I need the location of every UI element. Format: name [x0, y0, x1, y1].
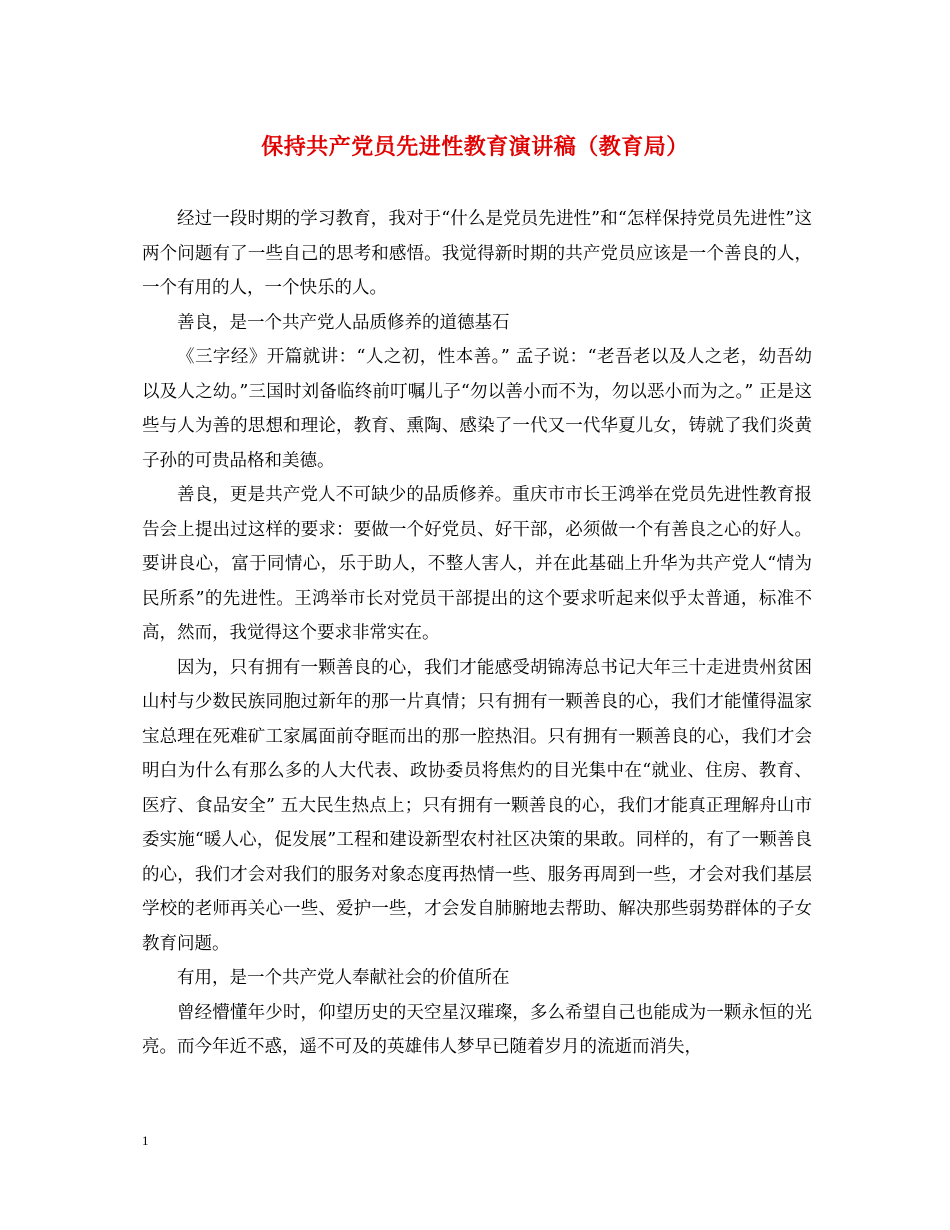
paragraph-three-character-classic: 《三字经》开篇就讲：“人之初，性本善。” 孟子说：“老吾老以及人之老，幼吾幼以及人之幼。”三国时刘备临终前叮嘱儿子“勿以善小而不为，勿以恶小而为之。” 正是这些与人为善的思想和理论，教育、熏陶、感染了一代又一代华夏儿女，铸就了我们炎黄子孙的可贵品格和美德。 [142, 347, 812, 471]
page-number: 1 [142, 1133, 149, 1148]
paragraph-because: 因为，只有拥有一颗善良的心，我们才能感受胡锦涛总书记大年三十走进贵州贫困山村与少数民族同胞过新年的那一片真情；只有拥有一颗善良的心，我们才能懂得温家宝总理在死难矿工家属面前夺眶而出的那一腔热泪。只有拥有一颗善良的心，我们才会明白为什么有那么多的人大代表、政协委员将焦灼的目光集中在“就业、住房、教育、医疗、食品安全” 五大民生热点上；只有拥有一颗善良的心，我们才能真正理解舟山市委实施“暖人心，促发展”工程和建设新型农村社区决策的果敢。同样的，有了一颗善良的心，我们才会对我们的服务对象态度再热情一些、服务再周到一些，才会对我们基层学校的老师再关心一些、爱护一些，才会发自肺腑地去帮助、解决那些弱势群体的子女教育问题。 [142, 657, 812, 954]
paragraph-kindness-quality: 善良，更是共产党人不可缺少的品质修养。重庆市市长王鸿举在党员先进性教育报告会上提出过这样的要求：要做一个好党员、好干部，必须做一个有善良之心的好人。要讲良心，富于同情心，乐于助人，不整人害人，并在此基础上升华为共产党人“情为民所系”的先进性。王鸿举市长对党员干部提出的这个要求听起来似乎太普通，标准不高，然而，我觉得这个要求非常实在。 [142, 485, 812, 643]
section-heading-usefulness: 有用，是一个共产党人奉献社会的价值所在 [177, 968, 510, 988]
document-body [142, 202, 812, 1065]
paragraph-intro: 经过一段时期的学习教育，我对于“什么是党员先进性”和“怎样保持党员先进性”这两个问题有了一些自己的思考和感悟。我觉得新时期的共产党员应该是一个善良的人，一个有用的人，一个快乐的人。 [142, 209, 812, 298]
paragraph-youth: 曾经懵懂年少时，仰望历史的天空星汉璀璨，多么希望自己也能成为一颗永恒的光亮。而今年近不惑，遥不可及的英雄伟人梦早已随着岁月的流逝而消失， [142, 1002, 812, 1057]
section-heading-kindness: 善良，是一个共产党人品质修养的道德基石 [177, 312, 510, 333]
document-title: 保持共产党员先进性教育演讲稿（教育局） [261, 134, 689, 160]
